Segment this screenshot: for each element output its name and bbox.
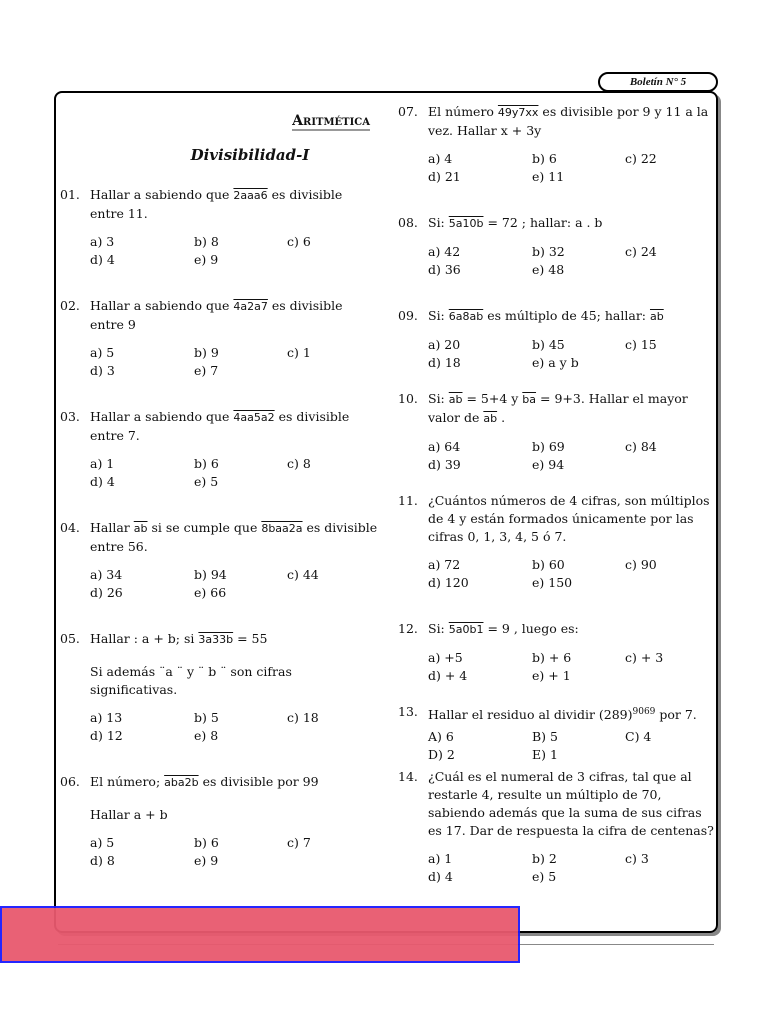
question-02: 02. Hallar a sabiendo que 4a2a7 es divisible entre 9 a) 5 b) 9 c) 1 d) 3 e) 7 <box>60 298 343 378</box>
question-11: 11. ¿Cuántos números de 4 cifras, son múltiplos de 4 y están formados únicamente por las cifras 0, 1, 3, 4, 5 ó 7. a) 72 b) 60 c) 90 d) 120 e) 150 <box>398 493 710 590</box>
question-07: 07. El número 49y7xx es divisible por 9 y 11 a la vez. Hallar x + 3y a) 4 b) 6 c) 22 d) 21 e) 11 <box>398 104 709 184</box>
question-04: 04. Hallar $\overline{ab}$ si se cumple que 8baa2a es divisible entre 56. a) 34 b) 94 c) 44 d) 26 e) 66 <box>60 520 378 600</box>
page-subtitle: Divisibilidad-I <box>190 146 310 164</box>
question-03: 03. Hallar a sabiendo que 4aa5a2 es divisible entre 7. a) 1 b) 6 c) 8 d) 4 e) 5 <box>60 409 350 489</box>
highlight-overlay <box>0 906 520 963</box>
question-01: 01. Hallar a sabiendo que 2aaa6 es divisible entre 11. a) 3 b) 8 c) 6 d) 4 e) 9 <box>60 187 343 267</box>
question-13: 13. Hallar el residuo al dividir $(289)^{9069}$ por 7. A) 6 B) 5 C) 4 D) 2 E) 1 <box>398 704 697 763</box>
question-14: 14. ¿Cuál es el numeral de 3 cifras, tal que al restarle 4, resulte un múltiplo de 70, sabiendo además que la suma de sus cifras es 17. Dar de respuesta la cifra de centenas? a) 1 b) 2 c) 3 d) 4 e) 5 <box>398 769 714 885</box>
question-06: 06. El número; aba2b es divisible por 99 Hallar a + b a) 5 b) 6 c) 7 d) 8 e) 9 <box>60 774 319 868</box>
question-08: 08. Si: 5a10b = 72 ; hallar: a . b a) 42 b) 32 c) 24 d) 36 e) 48 <box>398 215 657 277</box>
question-05: 05. Hallar : a + b; si 3a33b = 55 Si además ¨a ¨ y ¨ b ¨ son cifras significativas. a) 13 b) 5 c) 18 d) 12 e) 8 <box>60 631 319 743</box>
right-column <box>398 103 714 886</box>
left-column <box>60 110 380 870</box>
question-12: 12. Si: 5a0b1 = 9 , luego es: a) +5 b) + 6 c) + 3 d) + 4 e) + 1 <box>398 621 664 683</box>
question-09: 09. Si: 6a8ab es múltiplo de 45; hallar: $\overline{ab}$ a) 20 b) 45 c) 15 d) 18 e) a y b <box>398 308 664 370</box>
question-10: 10. Si: $\overline{ab} = 5+4$ y $\overline{ba} = 9+3$. Hallar el mayor valor de $\overline{ab}$ . a) 64 b) 69 c) 84 d) 39 e) 94 <box>398 391 688 472</box>
page-title: Aritmética <box>292 113 370 129</box>
bulletin-badge: Boletín N° 5 <box>598 72 718 92</box>
